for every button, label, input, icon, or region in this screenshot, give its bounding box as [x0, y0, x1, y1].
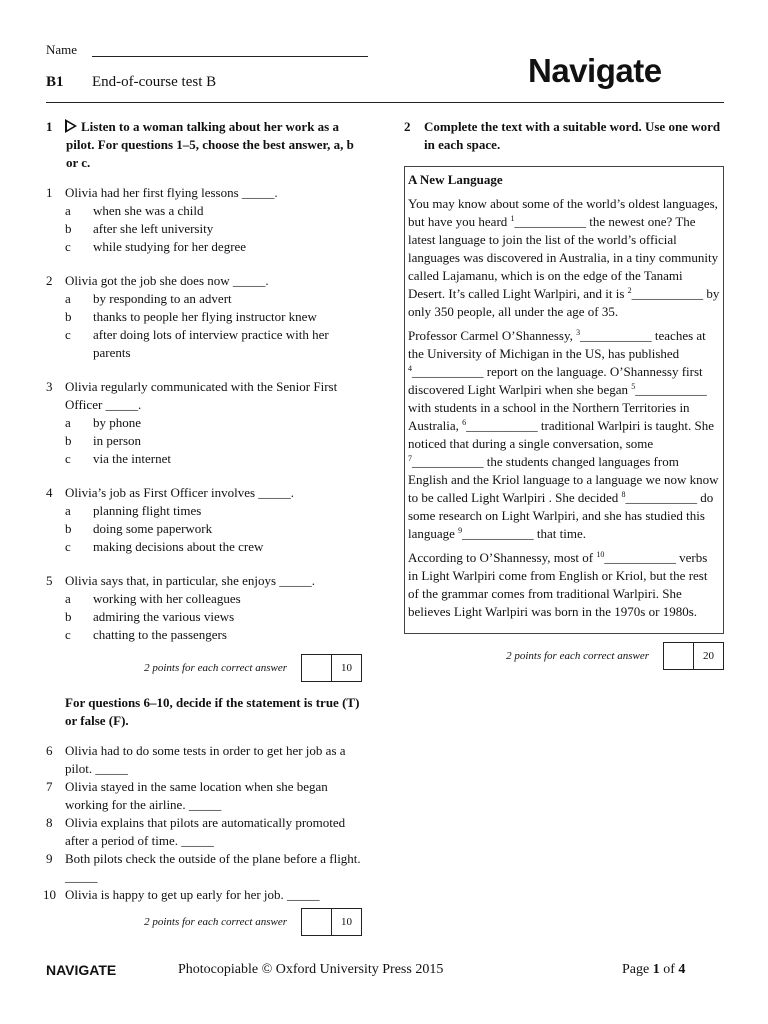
- option-text: by phone: [93, 415, 142, 430]
- question-number: 3: [46, 379, 53, 394]
- option-letter: c: [65, 627, 71, 642]
- question-text: Olivia regularly communicated with the Senior First Officer _____.: [65, 379, 338, 412]
- gap-blank[interactable]: ___________: [462, 526, 534, 541]
- answer-option[interactable]: [46, 608, 362, 626]
- answer-option[interactable]: [46, 626, 362, 644]
- score-input-box[interactable]: [301, 908, 332, 936]
- page-indicator: Page 1 of 4: [622, 962, 686, 977]
- question-number: 2: [46, 273, 53, 288]
- answer-option[interactable]: [46, 202, 362, 220]
- gap-blank[interactable]: ___________: [466, 418, 538, 433]
- question-item: [46, 572, 362, 644]
- score-note: 2 points for each correct answer: [506, 650, 649, 662]
- option-letter: c: [65, 451, 71, 466]
- blank-number: 4: [408, 364, 412, 373]
- gap-blank[interactable]: ___________: [604, 550, 676, 565]
- gap-blank[interactable]: ___________: [631, 286, 704, 301]
- option-text: by responding to an advert: [93, 291, 232, 306]
- score-row: [404, 642, 724, 670]
- option-letter: b: [65, 521, 72, 536]
- cloze-text-box: [404, 166, 724, 634]
- option-letter: a: [65, 503, 71, 518]
- gap-blank[interactable]: ___________: [412, 364, 484, 379]
- section-number: 2: [404, 119, 411, 134]
- question-text: Olivia stayed in the same location when she began working for the airline. _____: [65, 779, 328, 812]
- option-letter: a: [65, 415, 71, 430]
- option-letter: c: [65, 539, 71, 554]
- audio-play-icon: [66, 120, 77, 132]
- option-text: making decisions about the crew: [93, 539, 264, 554]
- paragraph: You may know about some of the world’s oldest languages, but have you heard $^1$___________ the newest one? The latest language to join the list of the world’s official languages was discovered in Australia, in a tiny community called Lajamanu, which is on the edge of the Tanami Desert. It’s called Light Warlpiri, and it is $^2$___________ by only 350 people, all under the age of 35.: [408, 196, 720, 319]
- option-text: while studying for her degree: [93, 239, 247, 254]
- question-number: 6: [46, 743, 53, 758]
- option-text: in person: [93, 433, 142, 448]
- option-text: planning flight times: [93, 503, 202, 518]
- score-total: 20: [694, 642, 724, 670]
- answer-option[interactable]: [46, 308, 362, 326]
- answer-option[interactable]: [46, 538, 362, 556]
- name-label: Name: [46, 42, 78, 57]
- answer-option[interactable]: [46, 450, 362, 468]
- option-text: after she left university: [93, 221, 214, 236]
- test-title: End-of-course test B: [92, 74, 217, 90]
- right-column: [404, 118, 724, 682]
- answer-option[interactable]: [46, 590, 362, 608]
- brand-logo: Navigate: [528, 52, 662, 89]
- gap-blank[interactable]: ___________: [580, 328, 652, 343]
- question-number: 8: [46, 815, 53, 830]
- section-number: 1: [46, 119, 53, 134]
- score-total: 10: [332, 908, 362, 936]
- score-input-box[interactable]: [663, 642, 694, 670]
- option-letter: c: [65, 239, 71, 254]
- option-text: after doing lots of interview practice with her parents: [93, 327, 329, 360]
- footer-brand: NAVIGATE: [46, 962, 117, 978]
- gap-blank[interactable]: ___________: [625, 490, 698, 505]
- header-divider: [46, 102, 724, 103]
- score-row: [46, 908, 362, 936]
- blank-number: 10: [596, 550, 605, 559]
- section-2-heading: [404, 118, 724, 154]
- true-false-item[interactable]: [43, 886, 362, 904]
- blank-number: 2: [627, 286, 632, 295]
- gap-blank[interactable]: ___________: [412, 454, 484, 469]
- blank-number: 3: [576, 328, 581, 337]
- question-number: 7: [46, 779, 53, 794]
- paragraph: According to O’Shannessy, most of $^{10}$___________ verbs in Light Warlpiri come from English or Kriol, but the rest of the grammar comes from traditional Warlpiri. She believes Light Warlpiri was born in the 1970s or 1980s.: [408, 550, 708, 619]
- question-item: [46, 484, 362, 556]
- option-letter: a: [65, 203, 71, 218]
- blank-number: 1: [510, 214, 515, 223]
- answer-option[interactable]: [46, 414, 362, 432]
- true-false-item[interactable]: [46, 850, 362, 886]
- blank-number: 9: [458, 526, 463, 535]
- paragraph: Professor Carmel O’Shannessy, $^3$___________ teaches at the University of Michigan in the US, has published $^4$___________ report on the language. O’Shannessy first discovered Light Warlpiri when she began $^5$___________ with students in a school in the Northern Territories in Australia, $^6$___________ traditional Warlpiri is taught. She noticed that during a single conversation, some $^7$___________ the students changed languages from English and the Kriol language to a language we now know to be called Light Warlpiri . She decided $^8$___________ do some research on Light Warlpiri, and she has studied this language $^9$___________ that time.: [408, 328, 719, 541]
- question-text: Olivia got the job she does now _____.: [65, 273, 269, 288]
- multiple-choice-list: [46, 184, 362, 644]
- question-number: 9: [46, 851, 53, 866]
- answer-option[interactable]: [46, 220, 362, 238]
- answer-option[interactable]: [46, 326, 362, 362]
- question-text: Olivia had her first flying lessons _____.: [65, 185, 278, 200]
- true-false-item[interactable]: [46, 778, 362, 814]
- blank-number: 7: [408, 454, 412, 463]
- true-false-list: [43, 742, 362, 904]
- score-note: 2 points for each correct answer: [144, 662, 287, 674]
- option-text: thanks to people her flying instructor knew: [93, 309, 317, 324]
- question-text: Olivia says that, in particular, she enjoys _____.: [65, 573, 316, 588]
- score-row: [46, 654, 362, 682]
- question-number: 5: [46, 573, 53, 588]
- question-text: Both pilots check the outside of the plane before a flight. _____: [65, 851, 361, 884]
- option-letter: c: [65, 327, 71, 342]
- score-note: 2 points for each correct answer: [144, 916, 287, 928]
- section-1-heading: [46, 118, 362, 172]
- gap-blank[interactable]: ___________: [514, 214, 587, 229]
- option-text: when she was a child: [93, 203, 204, 218]
- name-field-line[interactable]: [92, 56, 368, 57]
- level-label: B1: [46, 74, 64, 90]
- option-text: via the internet: [93, 451, 171, 466]
- blank-number: 8: [621, 490, 626, 499]
- option-letter: b: [65, 609, 72, 624]
- option-text: doing some paperwork: [93, 521, 213, 536]
- option-text: admiring the various views: [93, 609, 235, 624]
- option-text: chatting to the passengers: [93, 627, 227, 642]
- question-number: 4: [46, 485, 53, 500]
- section-instruction: Complete the text with a suitable word. Use one word in each space.: [424, 119, 721, 152]
- gap-blank[interactable]: ___________: [635, 382, 707, 397]
- left-column: [43, 118, 362, 948]
- score-total: 10: [332, 654, 362, 682]
- option-letter: b: [65, 309, 72, 324]
- blank-number: 6: [462, 418, 467, 427]
- answer-option[interactable]: [46, 290, 362, 308]
- question-item: [46, 378, 362, 468]
- text-title: A New Language: [408, 172, 503, 187]
- blank-number: 5: [631, 382, 636, 391]
- answer-option[interactable]: [46, 520, 362, 538]
- question-item: [46, 272, 362, 362]
- question-number: 1: [46, 185, 53, 200]
- section-instruction: Listen to a woman talking about her work as a pilot. For questions 1–5, choose the best answer, a, b or c.: [66, 119, 354, 170]
- option-letter: a: [65, 591, 71, 606]
- true-false-item[interactable]: [46, 742, 362, 778]
- question-text: Olivia is happy to get up early for her job. _____: [65, 887, 320, 902]
- answer-option[interactable]: [46, 238, 362, 256]
- option-text: working with her colleagues: [93, 591, 241, 606]
- true-false-instruction: For questions 6–10, decide if the statement is true (T) or false (F).: [65, 695, 360, 728]
- question-number: 10: [43, 887, 56, 902]
- option-letter: b: [65, 433, 72, 448]
- question-text: Olivia’s job as First Officer involves _____.: [65, 485, 295, 500]
- option-letter: a: [65, 291, 71, 306]
- option-letter: b: [65, 221, 72, 236]
- question-item: [46, 184, 362, 256]
- answer-option[interactable]: [46, 502, 362, 520]
- answer-option[interactable]: [46, 432, 362, 450]
- true-false-item[interactable]: [46, 814, 362, 850]
- question-text: Olivia had to do some tests in order to get her job as a pilot. _____: [65, 743, 346, 776]
- footer-copyright: Photocopiable © Oxford University Press 2015: [178, 962, 444, 977]
- score-input-box[interactable]: [301, 654, 332, 682]
- question-text: Olivia explains that pilots are automatically promoted after a period of time. _____: [65, 815, 346, 848]
